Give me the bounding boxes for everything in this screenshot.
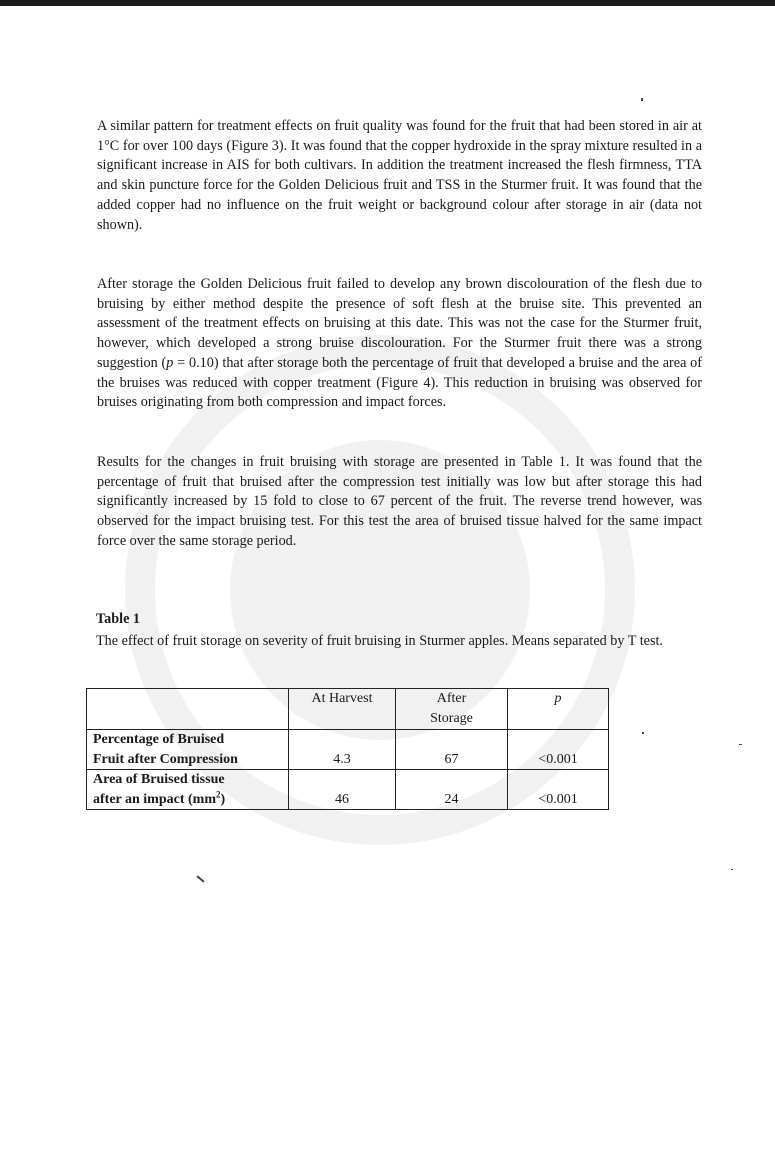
scan-speck [641,98,643,101]
scan-speck [196,875,204,882]
row-label-impact: Area of Bruised tissue after an impact $(mm^2)$ [87,770,289,810]
table-corner-cell [87,689,289,730]
table-row [87,770,609,810]
scan-speck [739,744,742,745]
cell-value: <0.001 [508,770,609,810]
table-row [87,730,609,770]
header-at-harvest: At Harvest [289,689,396,730]
header-after-storage: After Storage [396,689,508,730]
top-border-rule [0,0,775,6]
row-label-compression: Percentage of Bruised Fruit after Compression [87,730,289,770]
scan-speck [731,869,733,870]
paragraph-bruising-after-storage: After storage the Golden Delicious fruit failed to develop any brown discolouration of the flesh due to bruising by either method despite the presence of soft flesh at the bruise site. This prevented an assessment of the treatment effects on bruising at this date. This was not the case for the Sturmer fruit, however, which developed a strong bruise discolouration. For the Sturmer fruit there was a strong suggestion (p = 0.10) that after storage both the percentage of fruit that developed a bruise and the area of the bruises was reduced with copper treatment (Figure 4). This reduction in bruising was observed for bruises originating from both compression and impact forces. [97,276,703,411]
scan-speck [642,732,644,734]
cell-value: 46 [289,770,396,810]
table-header-row [87,689,609,730]
cell-value: <0.001 [508,730,609,770]
header-p-value: p [508,689,609,730]
table-label: Table 1 [96,611,141,627]
cell-value: 67 [396,730,508,770]
bruising-table [86,688,609,810]
cell-value: 4.3 [289,730,396,770]
paragraph-fruit-quality: A similar pattern for treatment effects on fruit quality was found for the fruit that had been stored in air at 1°C for over 100 days (Figure 3). It was found that the copper hydroxide in the spray mixture resulted in a significant increase in AIS for both cultivars. In addition the treatment increased the flesh firmness, TTA and skin puncture force for the Golden Delicious fruit and TSS in the Sturmer fruit. It was found that the added copper had no influence on the fruit weight or background colour after storage in air (data not shown). [97,118,702,233]
paragraph-bruising-changes: Results for the changes in fruit bruising with storage are presented in Table 1. It was found that the percentage of fruit that bruised after the compression test initially was low but after storage this had significantly increased by 15 fold to close to 67 percent of the fruit. The reverse trend however, was observed for the impact bruising test. For this test the area of bruised tissue halved for the same impact force over the same storage period. [97,454,702,549]
table-caption: The effect of fruit storage on severity of fruit bruising in Sturmer apples. Means separated by T test. [96,633,663,649]
cell-value: 24 [396,770,508,810]
